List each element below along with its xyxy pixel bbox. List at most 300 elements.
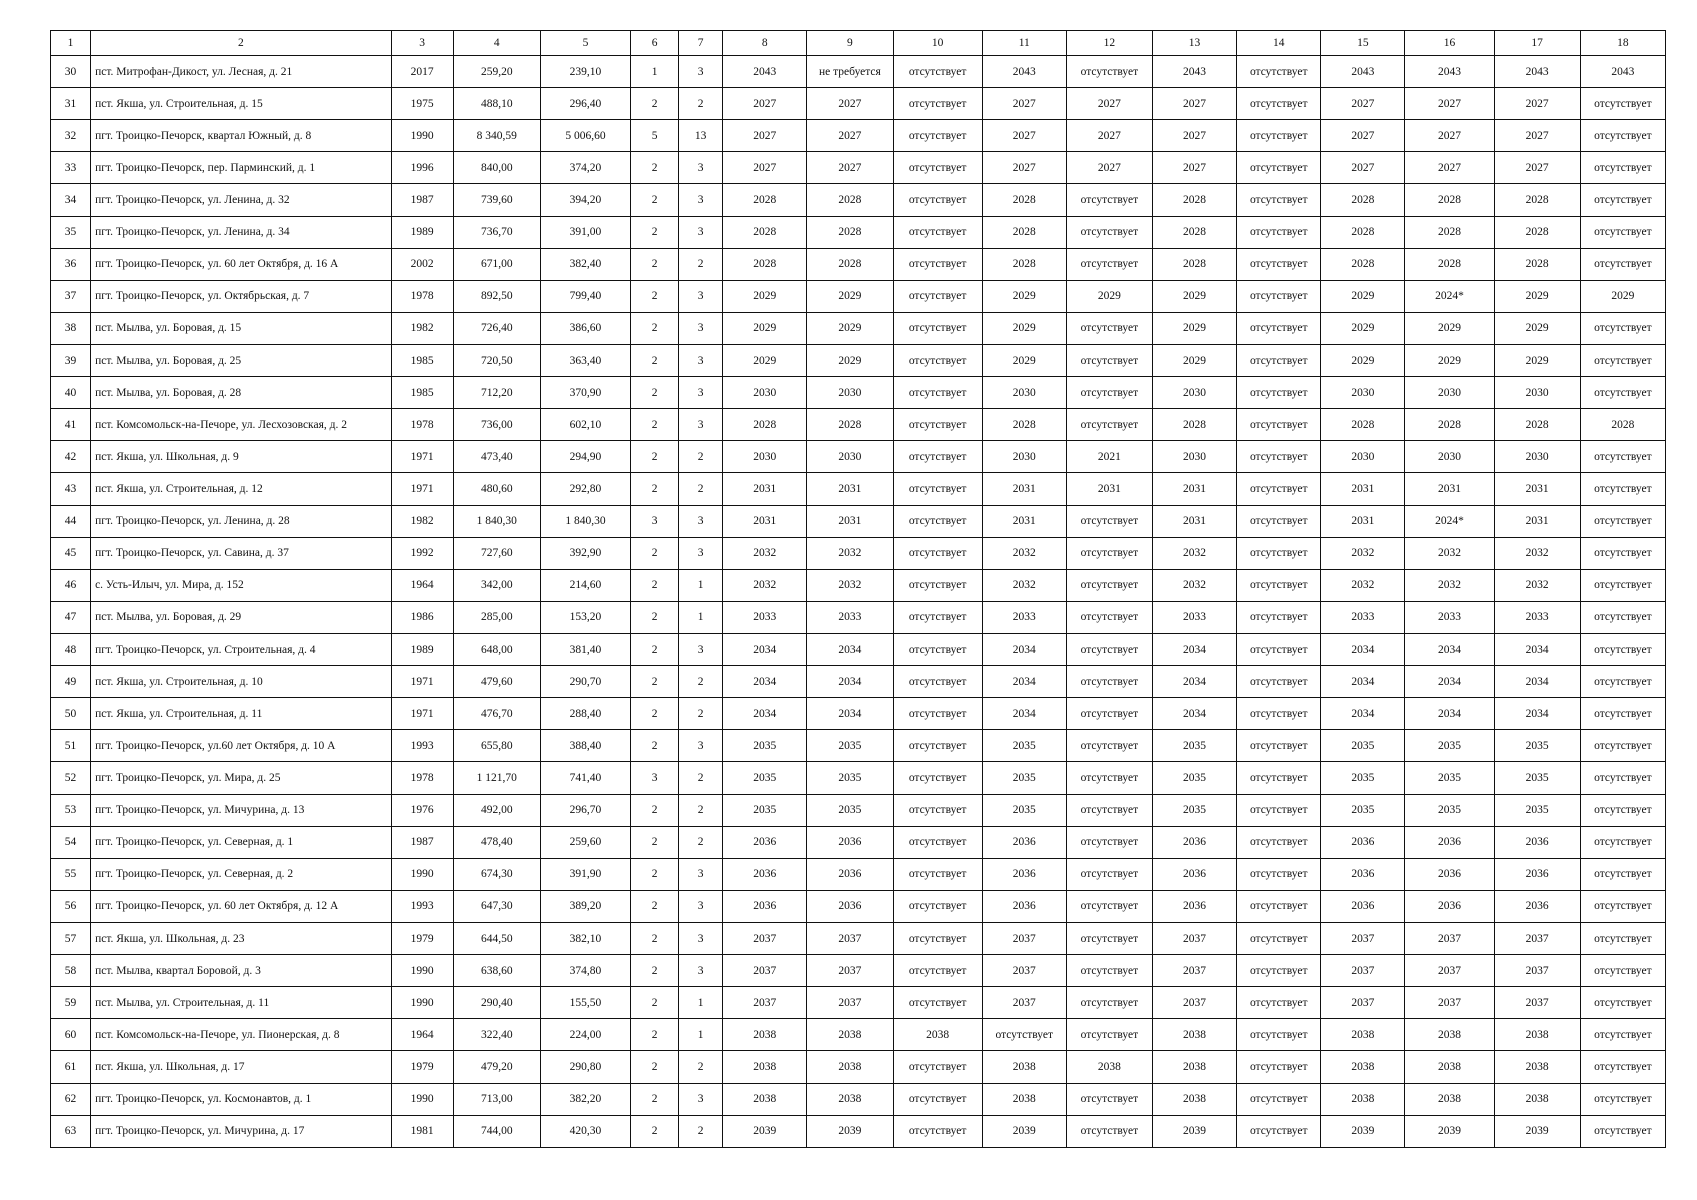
table-cell-col-12: отсутствует: [1066, 762, 1152, 794]
table-cell-col-7: 3: [679, 922, 723, 954]
table-cell-col-14: отсутствует: [1237, 1115, 1321, 1147]
address-cell: пгт. Троицко-Печорск, ул. Северная, д. 2: [91, 858, 392, 890]
table-cell-col-3: 1971: [391, 441, 453, 473]
table-cell-col-12: 2029: [1066, 280, 1152, 312]
table-cell-col-5: 374,80: [540, 955, 630, 987]
table-cell-col-7: 3: [679, 216, 723, 248]
table-cell-col-7: 1: [679, 601, 723, 633]
table-cell-col-11: 2035: [982, 730, 1066, 762]
table-cell-col-9: 2039: [807, 1115, 893, 1147]
table-cell-col-10: отсутствует: [893, 216, 982, 248]
table-cell-col-8: 2037: [723, 955, 807, 987]
table-cell-col-14: отсутствует: [1237, 601, 1321, 633]
table-cell-col-15: 2033: [1321, 601, 1405, 633]
table-cell-col-6: 2: [631, 1019, 679, 1051]
table-cell-col-11: 2028: [982, 184, 1066, 216]
table-cell-col-15: 2028: [1321, 184, 1405, 216]
table-row: [51, 730, 1666, 762]
table-row: [51, 184, 1666, 216]
table-cell-col-6: 2: [631, 666, 679, 698]
table-cell-col-18: отсутствует: [1580, 441, 1665, 473]
table-cell-col-10: отсутствует: [893, 633, 982, 665]
row-number-cell: 56: [51, 890, 91, 922]
table-cell-col-13: 2032: [1152, 569, 1236, 601]
row-number-cell: 36: [51, 248, 91, 280]
table-cell-col-17: 2035: [1494, 794, 1580, 826]
table-cell-col-8: 2036: [723, 890, 807, 922]
table-cell-col-14: отсутствует: [1237, 698, 1321, 730]
table-cell-col-13: 2028: [1152, 184, 1236, 216]
row-number-cell: 41: [51, 409, 91, 441]
table-cell-col-4: 892,50: [453, 280, 540, 312]
table-cell-col-4: 655,80: [453, 730, 540, 762]
table-cell-col-6: 2: [631, 1115, 679, 1147]
row-number-cell: 31: [51, 88, 91, 120]
table-cell-col-9: 2028: [807, 409, 893, 441]
table-cell-col-14: отсутствует: [1237, 633, 1321, 665]
table-cell-col-4: 1 121,70: [453, 762, 540, 794]
table-cell-col-7: 3: [679, 1083, 723, 1115]
table-cell-col-17: 2034: [1494, 633, 1580, 665]
table-row: [51, 312, 1666, 344]
table-cell-col-16: 2036: [1405, 858, 1494, 890]
table-body: [51, 56, 1666, 1148]
address-cell: с. Усть-Илыч, ул. Мира, д. 152: [91, 569, 392, 601]
table-cell-col-13: 2029: [1152, 344, 1236, 376]
table-cell-col-3: 1979: [391, 1051, 453, 1083]
table-cell-col-12: 2027: [1066, 120, 1152, 152]
table-cell-col-8: 2028: [723, 409, 807, 441]
table-cell-col-3: 1992: [391, 537, 453, 569]
table-row: [51, 56, 1666, 88]
address-cell: пгт. Троицко-Печорск, квартал Южный, д. 8: [91, 120, 392, 152]
address-cell: пст. Мылва, ул. Боровая, д. 29: [91, 601, 392, 633]
table-cell-col-15: 2034: [1321, 633, 1405, 665]
table-cell-col-11: 2029: [982, 312, 1066, 344]
table-cell-col-6: 2: [631, 955, 679, 987]
address-cell: пст. Якша, ул. Строительная, д. 11: [91, 698, 392, 730]
table-cell-col-15: 2028: [1321, 248, 1405, 280]
table-cell-col-14: отсутствует: [1237, 216, 1321, 248]
table-cell-col-7: 3: [679, 280, 723, 312]
table-row: [51, 120, 1666, 152]
row-number-cell: 49: [51, 666, 91, 698]
table-cell-col-9: 2031: [807, 505, 893, 537]
row-number-cell: 52: [51, 762, 91, 794]
table-cell-col-18: отсутствует: [1580, 1115, 1665, 1147]
table-cell-col-6: 2: [631, 88, 679, 120]
table-cell-col-17: 2036: [1494, 858, 1580, 890]
table-cell-col-6: 2: [631, 441, 679, 473]
table-cell-col-16: 2034: [1405, 698, 1494, 730]
table-cell-col-9: 2031: [807, 473, 893, 505]
table-cell-col-7: 2: [679, 88, 723, 120]
table-cell-col-10: отсутствует: [893, 152, 982, 184]
table-cell-col-17: 2037: [1494, 987, 1580, 1019]
table-row: [51, 216, 1666, 248]
table-cell-col-3: 1978: [391, 762, 453, 794]
table-cell-col-10: отсутствует: [893, 569, 982, 601]
table-cell-col-8: 2031: [723, 473, 807, 505]
table-cell-col-4: 648,00: [453, 633, 540, 665]
table-cell-col-16: 2029: [1405, 344, 1494, 376]
table-cell-col-14: отсутствует: [1237, 826, 1321, 858]
address-cell: пгт. Троицко-Печорск, ул. 60 лет Октября, д. 16 А: [91, 248, 392, 280]
table-cell-col-3: 1982: [391, 312, 453, 344]
table-cell-col-5: 602,10: [540, 409, 630, 441]
table-cell-col-14: отсутствует: [1237, 794, 1321, 826]
table-cell-col-3: 1971: [391, 666, 453, 698]
column-header-14: 14: [1237, 31, 1321, 56]
table-cell-col-8: 2043: [723, 56, 807, 88]
table-cell-col-8: 2036: [723, 858, 807, 890]
table-cell-col-3: 2002: [391, 248, 453, 280]
table-cell-col-5: 388,40: [540, 730, 630, 762]
table-cell-col-15: 2035: [1321, 730, 1405, 762]
table-cell-col-4: 720,50: [453, 344, 540, 376]
address-cell: пст. Комсомольск-на-Печоре, ул. Пионерская, д. 8: [91, 1019, 392, 1051]
row-number-cell: 30: [51, 56, 91, 88]
column-header-8: 8: [723, 31, 807, 56]
table-cell-col-15: 2038: [1321, 1083, 1405, 1115]
table-cell-col-13: 2035: [1152, 762, 1236, 794]
table-cell-col-12: 2038: [1066, 1051, 1152, 1083]
table-cell-col-13: 2036: [1152, 858, 1236, 890]
address-cell: пгт. Троицко-Печорск, ул. Мира, д. 25: [91, 762, 392, 794]
row-number-cell: 58: [51, 955, 91, 987]
table-cell-col-4: 1 840,30: [453, 505, 540, 537]
table-cell-col-5: 288,40: [540, 698, 630, 730]
table-cell-col-6: 1: [631, 56, 679, 88]
table-cell-col-12: 2027: [1066, 88, 1152, 120]
table-cell-col-18: отсутствует: [1580, 633, 1665, 665]
table-cell-col-17: 2028: [1494, 216, 1580, 248]
table-cell-col-13: 2036: [1152, 890, 1236, 922]
table-cell-col-18: отсутствует: [1580, 698, 1665, 730]
table-cell-col-5: 394,20: [540, 184, 630, 216]
table-cell-col-14: отсутствует: [1237, 248, 1321, 280]
table-cell-col-16: 2038: [1405, 1051, 1494, 1083]
table-cell-col-16: 2037: [1405, 922, 1494, 954]
table-cell-col-6: 2: [631, 633, 679, 665]
table-cell-col-12: отсутствует: [1066, 1115, 1152, 1147]
table-cell-col-7: 3: [679, 730, 723, 762]
row-number-cell: 48: [51, 633, 91, 665]
table-cell-col-17: 2038: [1494, 1019, 1580, 1051]
address-cell: пгт. Троицко-Печорск, ул. Мичурина, д. 13: [91, 794, 392, 826]
table-cell-col-11: 2034: [982, 698, 1066, 730]
table-cell-col-9: 2027: [807, 88, 893, 120]
table-cell-col-10: отсутствует: [893, 120, 982, 152]
table-cell-col-7: 2: [679, 1051, 723, 1083]
table-cell-col-5: 294,90: [540, 441, 630, 473]
column-header-3: 3: [391, 31, 453, 56]
table-cell-col-8: 2034: [723, 666, 807, 698]
table-cell-col-10: отсутствует: [893, 858, 982, 890]
table-cell-col-9: 2037: [807, 987, 893, 1019]
table-cell-col-4: 479,60: [453, 666, 540, 698]
table-cell-col-5: 386,60: [540, 312, 630, 344]
table-cell-col-5: 382,40: [540, 248, 630, 280]
table-cell-col-10: отсутствует: [893, 344, 982, 376]
table-cell-col-5: 420,30: [540, 1115, 630, 1147]
table-cell-col-15: 2038: [1321, 1019, 1405, 1051]
table-cell-col-12: 2021: [1066, 441, 1152, 473]
table-cell-col-10: 2038: [893, 1019, 982, 1051]
table-row: [51, 505, 1666, 537]
row-number-cell: 46: [51, 569, 91, 601]
address-cell: пгт. Троицко-Печорск, ул. Ленина, д. 28: [91, 505, 392, 537]
table-cell-col-12: отсутствует: [1066, 377, 1152, 409]
table-cell-col-16: 2035: [1405, 794, 1494, 826]
column-header-18: 18: [1580, 31, 1665, 56]
row-number-cell: 63: [51, 1115, 91, 1147]
address-cell: пст. Мылва, ул. Боровая, д. 15: [91, 312, 392, 344]
table-cell-col-4: 736,70: [453, 216, 540, 248]
row-number-cell: 51: [51, 730, 91, 762]
table-cell-col-5: 292,80: [540, 473, 630, 505]
table-cell-col-11: 2034: [982, 633, 1066, 665]
table-row: [51, 698, 1666, 730]
table-cell-col-17: 2028: [1494, 184, 1580, 216]
table-cell-col-3: 1986: [391, 601, 453, 633]
table-cell-col-4: 476,70: [453, 698, 540, 730]
table-cell-col-3: 1990: [391, 1083, 453, 1115]
row-number-cell: 43: [51, 473, 91, 505]
table-cell-col-10: отсутствует: [893, 505, 982, 537]
table-cell-col-14: отсутствует: [1237, 537, 1321, 569]
table-cell-col-4: 322,40: [453, 1019, 540, 1051]
table-cell-col-13: 2034: [1152, 633, 1236, 665]
table-cell-col-10: отсутствует: [893, 312, 982, 344]
table-cell-col-11: 2039: [982, 1115, 1066, 1147]
row-number-cell: 45: [51, 537, 91, 569]
table-cell-col-9: 2033: [807, 601, 893, 633]
table-row: [51, 152, 1666, 184]
row-number-cell: 33: [51, 152, 91, 184]
table-cell-col-11: отсутствует: [982, 1019, 1066, 1051]
table-cell-col-16: 2039: [1405, 1115, 1494, 1147]
table-cell-col-17: 2035: [1494, 762, 1580, 794]
table-cell-col-18: 2028: [1580, 409, 1665, 441]
table-cell-col-5: 382,20: [540, 1083, 630, 1115]
table-cell-col-8: 2030: [723, 377, 807, 409]
column-header-16: 16: [1405, 31, 1494, 56]
table-cell-col-16: 2028: [1405, 248, 1494, 280]
table-cell-col-6: 2: [631, 473, 679, 505]
table-cell-col-6: 2: [631, 569, 679, 601]
table-cell-col-11: 2028: [982, 409, 1066, 441]
table-cell-col-3: 1990: [391, 955, 453, 987]
table-cell-col-6: 2: [631, 1083, 679, 1115]
table-cell-col-14: отсутствует: [1237, 473, 1321, 505]
table-cell-col-14: отсутствует: [1237, 441, 1321, 473]
table-cell-col-11: 2035: [982, 762, 1066, 794]
table-cell-col-15: 2027: [1321, 120, 1405, 152]
table-cell-col-15: 2039: [1321, 1115, 1405, 1147]
table-cell-col-14: отсутствует: [1237, 120, 1321, 152]
table-cell-col-10: отсутствует: [893, 922, 982, 954]
table-cell-col-4: 479,20: [453, 1051, 540, 1083]
table-cell-col-3: 1985: [391, 344, 453, 376]
table-cell-col-3: 1971: [391, 698, 453, 730]
table-cell-col-7: 3: [679, 890, 723, 922]
address-cell: пгт. Троицко-Печорск, ул. Северная, д. 1: [91, 826, 392, 858]
table-cell-col-3: 1989: [391, 216, 453, 248]
table-cell-col-11: 2037: [982, 955, 1066, 987]
table-cell-col-15: 2027: [1321, 88, 1405, 120]
table-cell-col-17: 2028: [1494, 409, 1580, 441]
table-cell-col-18: отсутствует: [1580, 473, 1665, 505]
column-header-4: 4: [453, 31, 540, 56]
table-cell-col-6: 2: [631, 601, 679, 633]
column-header-1: 1: [51, 31, 91, 56]
table-cell-col-11: 2030: [982, 377, 1066, 409]
table-cell-col-5: 296,70: [540, 794, 630, 826]
table-cell-col-8: 2035: [723, 730, 807, 762]
table-cell-col-12: отсутствует: [1066, 1083, 1152, 1115]
table-cell-col-15: 2038: [1321, 1051, 1405, 1083]
table-cell-col-4: 638,60: [453, 955, 540, 987]
table-cell-col-9: 2037: [807, 922, 893, 954]
table-cell-col-16: 2037: [1405, 955, 1494, 987]
table-cell-col-16: 2032: [1405, 537, 1494, 569]
address-cell: пст. Якша, ул. Школьная, д. 9: [91, 441, 392, 473]
table-cell-col-6: 2: [631, 987, 679, 1019]
column-header-17: 17: [1494, 31, 1580, 56]
table-row: [51, 858, 1666, 890]
address-cell: пст. Якша, ул. Школьная, д. 17: [91, 1051, 392, 1083]
table-cell-col-8: 2027: [723, 88, 807, 120]
address-cell: пгт. Троицко-Печорск, ул. Строительная, д. 4: [91, 633, 392, 665]
table-cell-col-18: отсутствует: [1580, 569, 1665, 601]
table-cell-col-14: отсутствует: [1237, 569, 1321, 601]
table-cell-col-8: 2037: [723, 987, 807, 1019]
table-cell-col-14: отсутствует: [1237, 1019, 1321, 1051]
table-cell-col-6: 2: [631, 152, 679, 184]
table-cell-col-12: отсутствует: [1066, 216, 1152, 248]
table-cell-col-10: отсутствует: [893, 762, 982, 794]
table-cell-col-16: 2030: [1405, 441, 1494, 473]
table-cell-col-15: 2031: [1321, 505, 1405, 537]
table-cell-col-18: отсутствует: [1580, 505, 1665, 537]
table-cell-col-4: 647,30: [453, 890, 540, 922]
table-cell-col-6: 5: [631, 120, 679, 152]
table-cell-col-17: 2029: [1494, 280, 1580, 312]
table-cell-col-13: 2027: [1152, 152, 1236, 184]
table-row: [51, 1083, 1666, 1115]
table-cell-col-15: 2034: [1321, 698, 1405, 730]
table-cell-col-11: 2030: [982, 441, 1066, 473]
table-cell-col-10: отсутствует: [893, 377, 982, 409]
table-cell-col-13: 2036: [1152, 826, 1236, 858]
table-cell-col-4: 726,40: [453, 312, 540, 344]
table-cell-col-12: отсутствует: [1066, 601, 1152, 633]
table-cell-col-17: 2027: [1494, 152, 1580, 184]
row-number-cell: 34: [51, 184, 91, 216]
table-cell-col-16: 2036: [1405, 890, 1494, 922]
table-cell-col-12: отсутствует: [1066, 56, 1152, 88]
address-cell: пст. Мылва, квартал Боровой, д. 3: [91, 955, 392, 987]
table-cell-col-8: 2032: [723, 569, 807, 601]
table-cell-col-6: 2: [631, 248, 679, 280]
table-cell-col-9: 2036: [807, 890, 893, 922]
table-cell-col-4: 674,30: [453, 858, 540, 890]
table-cell-col-9: 2027: [807, 152, 893, 184]
table-row: [51, 280, 1666, 312]
table-cell-col-18: 2043: [1580, 56, 1665, 88]
table-cell-col-17: 2037: [1494, 922, 1580, 954]
table-cell-col-3: 1978: [391, 409, 453, 441]
table-cell-col-12: отсутствует: [1066, 987, 1152, 1019]
table-cell-col-5: 239,10: [540, 56, 630, 88]
table-cell-col-5: 153,20: [540, 601, 630, 633]
table-cell-col-11: 2036: [982, 858, 1066, 890]
table-cell-col-3: 1987: [391, 826, 453, 858]
table-cell-col-14: отсутствует: [1237, 505, 1321, 537]
table-cell-col-9: 2029: [807, 312, 893, 344]
table-row: [51, 922, 1666, 954]
table-cell-col-12: отсутствует: [1066, 537, 1152, 569]
table-cell-col-7: 3: [679, 858, 723, 890]
table-cell-col-18: отсутствует: [1580, 987, 1665, 1019]
table-cell-col-7: 3: [679, 409, 723, 441]
table-cell-col-14: отсутствует: [1237, 88, 1321, 120]
table-cell-col-15: 2032: [1321, 537, 1405, 569]
table-cell-col-5: 382,10: [540, 922, 630, 954]
table-cell-col-11: 2038: [982, 1051, 1066, 1083]
table-cell-col-9: 2035: [807, 730, 893, 762]
table-cell-col-7: 2: [679, 1115, 723, 1147]
table-row: [51, 826, 1666, 858]
table-cell-col-7: 3: [679, 152, 723, 184]
table-cell-col-14: отсутствует: [1237, 666, 1321, 698]
table-cell-col-14: отсутствует: [1237, 1051, 1321, 1083]
row-number-cell: 44: [51, 505, 91, 537]
table-cell-col-6: 2: [631, 377, 679, 409]
table-cell-col-7: 3: [679, 955, 723, 987]
table-cell-col-9: 2030: [807, 441, 893, 473]
table-cell-col-4: 285,00: [453, 601, 540, 633]
table-cell-col-10: отсутствует: [893, 473, 982, 505]
table-cell-col-15: 2037: [1321, 955, 1405, 987]
housing-repair-schedule-table: [50, 30, 1666, 1148]
table-cell-col-16: 2027: [1405, 152, 1494, 184]
table-cell-col-3: 1978: [391, 280, 453, 312]
table-cell-col-12: отсутствует: [1066, 890, 1152, 922]
table-cell-col-9: 2032: [807, 569, 893, 601]
table-cell-col-13: 2037: [1152, 922, 1236, 954]
row-number-cell: 62: [51, 1083, 91, 1115]
address-cell: пгт. Троицко-Печорск, ул. Савина, д. 37: [91, 537, 392, 569]
table-cell-col-8: 2030: [723, 441, 807, 473]
table-row: [51, 1115, 1666, 1147]
address-cell: пгт. Троицко-Печорск, ул. Ленина, д. 32: [91, 184, 392, 216]
row-number-cell: 54: [51, 826, 91, 858]
table-cell-col-10: отсутствует: [893, 730, 982, 762]
table-cell-col-4: 290,40: [453, 987, 540, 1019]
column-header-2: 2: [91, 31, 392, 56]
table-cell-col-10: отсутствует: [893, 441, 982, 473]
row-number-cell: 40: [51, 377, 91, 409]
table-cell-col-4: 259,20: [453, 56, 540, 88]
table-cell-col-3: 1979: [391, 922, 453, 954]
table-cell-col-4: 744,00: [453, 1115, 540, 1147]
table-cell-col-17: 2036: [1494, 890, 1580, 922]
table-cell-col-9: не требуется: [807, 56, 893, 88]
table-cell-col-3: 1981: [391, 1115, 453, 1147]
table-cell-col-10: отсутствует: [893, 1083, 982, 1115]
